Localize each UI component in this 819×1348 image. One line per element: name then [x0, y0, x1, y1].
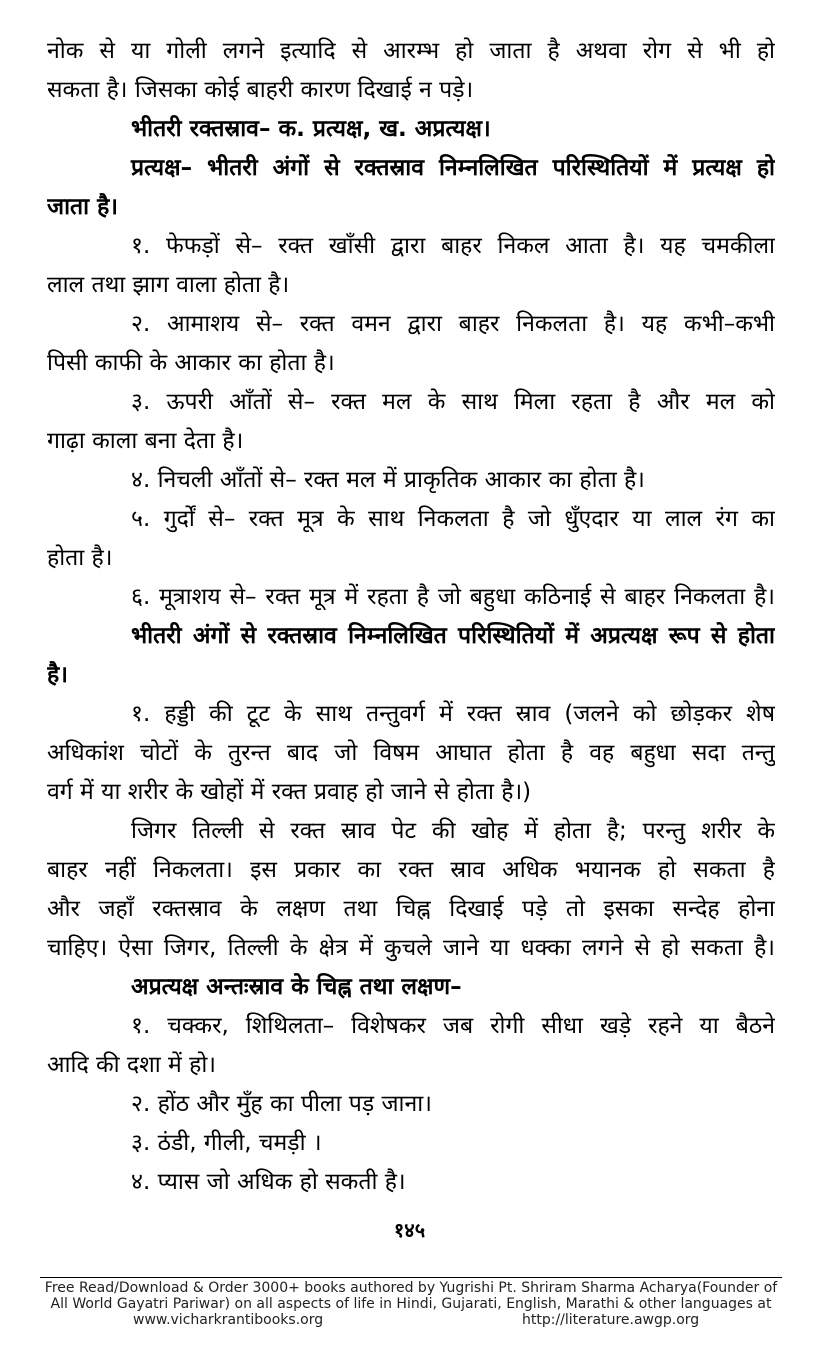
list-item: २. होंठ और मुँह का पीला पड़ जाना। [131, 1091, 432, 1117]
list-item: ५. गुर्दों से– रक्त मूत्र के साथ निकलता है जो धुँएदार या लाल रंग का [131, 506, 775, 532]
footer [40, 1280, 782, 1328]
section-heading: अप्रत्यक्ष अन्तःस्राव के चिह्न तथा लक्षण– [131, 974, 462, 1000]
text-line: भीतरी अंगों से रक्तस्राव निम्नलिखित परिस्थितियों में अप्रत्यक्ष रूप से होता [131, 623, 775, 649]
list-item: ४. निचली आँतों से– रक्त मल में प्राकृतिक आकार का होता है। [131, 467, 645, 493]
text-line: गाढ़ा काला बना देता है। [47, 428, 244, 454]
text-line: है। [47, 662, 68, 688]
document-page [47, 32, 775, 1202]
list-item: ३. ठंडी, गीली, चमड़ी । [131, 1130, 322, 1156]
footer-line: Free Read/Download & Order 3000+ books authored by Yugrishi Pt. Shriram Sharma Acharya(Founder of [44, 1280, 778, 1296]
footer-link-awgp[interactable]: http://literature.awgp.org [522, 1312, 700, 1328]
text-line: होता है। [47, 545, 113, 571]
text-line: प्रत्यक्ष– भीतरी अंगों से रक्तस्राव निम्नलिखित परिस्थितियों में प्रत्यक्ष हो [131, 155, 775, 181]
text-line: बाहर नहीं निकलता। इस प्रकार का रक्त स्राव अधिक भयानक हो सकता है [47, 857, 775, 883]
list-item: ४. प्यास जो अधिक हो सकती है। [131, 1169, 406, 1195]
text-line: वर्ग में या शरीर के खोहों में रक्त प्रवाह हो जाने से होता है।) [47, 779, 532, 805]
paragraph-line: जिगर तिल्ली से रक्त स्राव पेट की खोह में होता है; परन्तु शरीर के [131, 818, 775, 844]
text-line: नोक से या गोली लगने इत्यादि से आरम्भ हो जाता है अथवा रोग से भी हो [47, 38, 775, 64]
section-heading: भीतरी रक्तस्राव– क. प्रत्यक्ष, ख. अप्रत्यक्ष। [131, 116, 491, 142]
footer-links [40, 1312, 782, 1328]
text-line: जाता है। [47, 194, 119, 220]
text-line: पिसी काफी के आकार का होता है। [47, 350, 335, 376]
footer-link-vicharkranti[interactable]: www.vicharkrantibooks.org [133, 1312, 324, 1328]
list-item: १. हड्डी की टूट के साथ तन्तुवर्ग में रक्त स्राव (जलने को छोड़कर शेष [131, 701, 775, 727]
text-line: लाल तथा झाग वाला होता है। [47, 272, 290, 298]
text-line: चाहिए। ऐसा जिगर, तिल्ली के क्षेत्र में कुचले जाने या धक्का लगने से हो सकता है। [47, 935, 775, 961]
list-item: ३. ऊपरी आँतों से– रक्त मल के साथ मिला रहता है और मल को [131, 389, 775, 415]
text-line: और जहाँ रक्तस्राव के लक्षण तथा चिह्न दिखाई पड़े तो इसका सन्देह होना [47, 896, 775, 922]
footer-line: All World Gayatri Pariwar) on all aspects of life in Hindi, Gujarati, English, Marathi & other languages at [50, 1296, 772, 1312]
footer-divider [40, 1277, 782, 1278]
list-item: १. चक्कर, शिथिलता– विशेषकर जब रोगी सीधा खड़े रहने या बैठने [131, 1013, 775, 1039]
text-line: सकता है। जिसका कोई बाहरी कारण दिखाई न पड़े। [47, 77, 474, 103]
page-number: १४५ [393, 1218, 426, 1242]
list-item: १. फेफड़ों से– रक्त खाँसी द्वारा बाहर निकल आता है। यह चमकीला [131, 233, 775, 259]
text-line: अधिकांश चोटों के तुरन्त बाद जो विषम आघात होता है वह बहुधा सदा तन्तु [47, 740, 775, 766]
list-item: २. आमाशय से– रक्त वमन द्वारा बाहर निकलता है। यह कभी–कभी [131, 311, 775, 337]
list-item: ६. मूत्राशय से– रक्त मूत्र में रहता है जो बहुधा कठिनाई से बाहर निकलता है। [131, 584, 775, 610]
text-line: आदि की दशा में हो। [47, 1052, 216, 1078]
